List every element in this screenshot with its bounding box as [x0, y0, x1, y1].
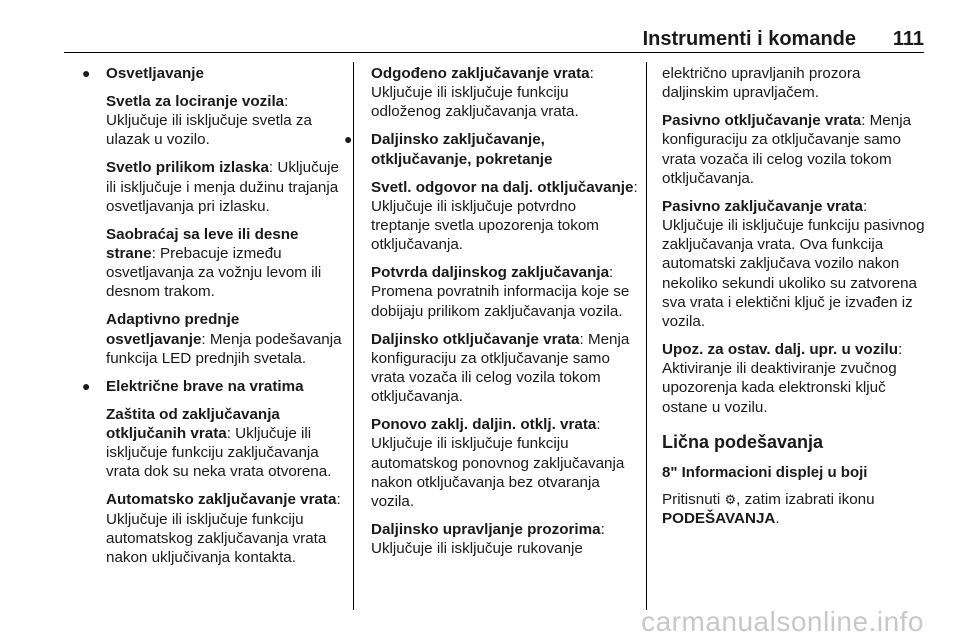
section-title: Osvetljavanje: [106, 65, 204, 82]
column-divider: [353, 62, 354, 610]
paragraph: električno upravljanih prozora daljinskim upravljačem.: [662, 65, 861, 102]
paragraph: Upoz. za ostav. dalj. upr. u vozilu: Aktiviranje ili deaktiviranje zvučnog upozorenja kada elektronski ključ ostane u vozilu.: [662, 341, 903, 416]
paragraph: Pasivno otključavanje vrata: Menja konfiguraciju za otključavanje samo vrata vozača ili celog vozila tokom otključavanja.: [662, 112, 912, 187]
column-1: [81, 64, 343, 576]
column-3: [662, 64, 930, 537]
paragraph: Ponovo zaklj. daljin. otklj. vrata: Uključuje ili isključuje funkciju automatskog ponovnog zaključavanja nakon otključavanja bez otvaranja vozila.: [371, 416, 625, 511]
paragraph: Daljinsko upravljanje prozorima: Uključuje ili isključuje rukovanje: [371, 521, 605, 558]
bullet-icon: ●: [344, 131, 353, 148]
paragraph: Svetl. odgovor na dalj. otključavanje: Uključuje ili isključuje potvrdno treptanje svetla upozorenja tokom otključavanja.: [371, 178, 638, 254]
header-rule: [64, 52, 924, 53]
paragraph: Odgođeno zaključavanje vrata: Uključuje ili isključuje funkciju odloženog zaključavanja vrata.: [371, 65, 594, 121]
column-2: [344, 64, 639, 567]
paragraph: Saobraćaj sa leve ili desne strane: Prebacuje između osvetljavanja za vožnju levom ili desnom trakom.: [106, 225, 322, 301]
paragraph: Automatsko zaključavanje vrata: Uključuje ili isključuje funkciju automatskog zaključavanja vrata nakon uključivanja kontakta.: [106, 491, 341, 567]
paragraph: Svetlo prilikom izlaska: Uključuje ili isključuje i menja dužinu trajanja osvetljavanja pri izlasku.: [106, 159, 339, 215]
paragraph: Pasivno zaključavanje vrata: Uključuje ili isključuje funkciju pasivnog zaključavanja vrata. Ova funkcija automatski zaključava vozilo nakon nekoliko sekundi ukoliko su zatvorena sva vrata i elektični ključ je izvađen iz vozila.: [662, 197, 925, 331]
list-item: [82, 64, 343, 368]
paragraph: Zaštita od zaključavanja otključanih vrata: Uključuje ili isključuje funkciju zaključavanja vrata dok su neka vrata otvorena.: [106, 405, 332, 481]
bullet-icon: ●: [82, 377, 91, 394]
section-title: Električne brave na vratima: [106, 377, 304, 395]
section-title: Daljinsko zaključavanje, otključavanje, pokretanje: [371, 131, 553, 168]
page-header: [0, 0, 960, 52]
page-number: 111: [892, 28, 924, 50]
page-title: Instrumenti i komande: [642, 28, 856, 50]
watermark: carmanualsonline.info: [641, 606, 924, 637]
paragraph: Adaptivno prednje osvetljavanje: Menja podešavanja funkcija LED prednjih svetala.: [106, 311, 342, 367]
paragraph: Pritisnuti ⚙, zatim izabrati ikonu PODEŠAVANJA.: [662, 490, 875, 528]
list-item: [82, 377, 343, 567]
bullet-icon: ●: [82, 65, 91, 81]
paragraph: Potvrda daljinskog zaključavanja: Promena povratnih informacija koje se dobijaju prilikom zaključavanja vozila.: [371, 264, 630, 320]
list-item: [344, 130, 639, 558]
subsection-heading: 8" Informacioni displej u boji: [662, 463, 868, 481]
paragraph: Svetla za lociranje vozila: Uključuje ili isključuje svetla za ulazak u vozilo.: [106, 93, 312, 149]
gear-icon: ⚙: [724, 491, 737, 507]
paragraph: Daljinsko otključavanje vrata: Menja konfiguraciju za otključavanje samo vrata vozača ili celog vozila tokom otključavanja.: [371, 330, 630, 406]
section-heading: Lična podešavanja: [662, 431, 824, 452]
column-divider: [646, 62, 647, 610]
